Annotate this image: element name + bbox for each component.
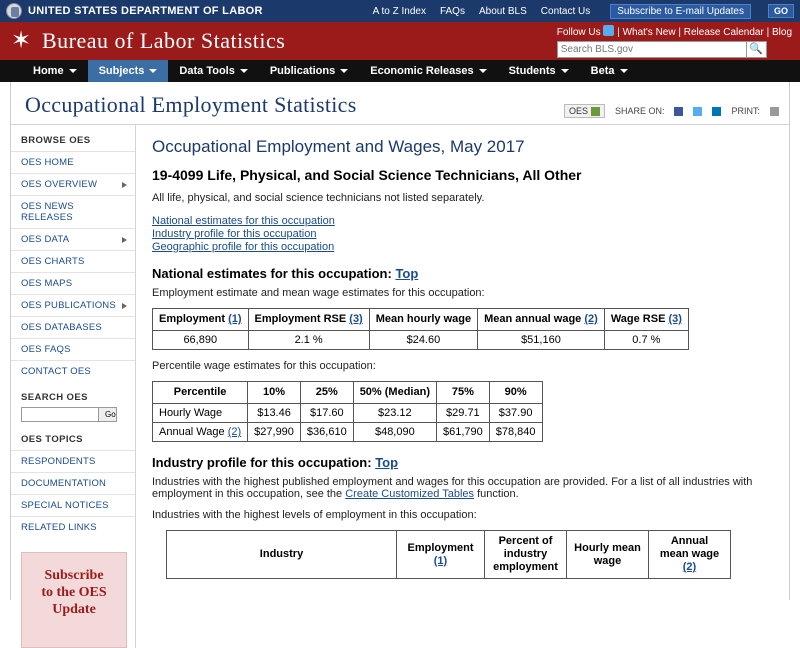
twitter-share-icon[interactable] xyxy=(693,107,702,116)
nav-item-beta[interactable] xyxy=(580,60,639,82)
facebook-icon[interactable] xyxy=(674,107,683,116)
cell-mean-annual-wage: $51,160 xyxy=(478,331,605,350)
sidebar-item-label: OES HOME xyxy=(21,157,74,168)
cell-hourly-p10: $13.46 xyxy=(248,404,301,423)
nav-item-publications[interactable] xyxy=(259,60,359,82)
link-release-calendar[interactable]: Release Calendar xyxy=(683,26,764,38)
occupation-description: All life, physical, and social science technicians not listed separately. xyxy=(152,192,485,204)
bls-header xyxy=(0,22,800,60)
cell-hourly-wage-label: Hourly Wage xyxy=(153,404,248,423)
link-whats-new[interactable]: What's New xyxy=(622,26,676,38)
promo-line-1: Subscribe xyxy=(44,568,104,583)
quick-links xyxy=(152,215,775,253)
cell-label-text: Annual Wage xyxy=(159,426,225,438)
cell-annual-p50: $48,090 xyxy=(353,423,436,442)
main-content xyxy=(136,125,789,648)
footnote-link[interactable]: (1) xyxy=(433,554,448,567)
sidebar-item-label: SPECIAL NOTICES xyxy=(21,500,109,511)
print-label: PRINT: xyxy=(731,106,760,116)
nav-label: Economic Releases xyxy=(370,65,474,77)
sidebar-item-label: OES PUBLICATIONS xyxy=(21,300,116,311)
link-industry-profile[interactable]: Industry profile for this occupation xyxy=(152,228,317,240)
nav-label: Publications xyxy=(269,65,336,77)
promo-line-2: to the OES xyxy=(41,585,107,600)
nav-item-students[interactable] xyxy=(498,60,580,82)
share-label: SHARE ON: xyxy=(614,106,665,116)
sidebar-search xyxy=(11,407,135,430)
cell-hourly-p50: $23.12 xyxy=(353,404,436,423)
sidebar-item-oes-home[interactable] xyxy=(11,151,135,173)
link-geographic-profile[interactable]: Geographic profile for this occupation xyxy=(152,241,335,253)
site-search xyxy=(557,41,792,58)
chevron-right-icon xyxy=(122,303,127,309)
cell-annual-p10: $27,990 xyxy=(248,423,301,442)
table-header-row xyxy=(167,531,731,579)
sidebar-item-oes-faqs[interactable] xyxy=(11,338,135,360)
oes-badge[interactable] xyxy=(564,104,605,118)
oes-badge-label: OES xyxy=(568,106,588,116)
sidebar-item-respondents[interactable] xyxy=(11,450,135,472)
link-top-industry[interactable]: Top xyxy=(375,455,399,470)
th-label: Employment xyxy=(407,541,474,554)
nav-label: Data Tools xyxy=(179,65,235,77)
footnote-link[interactable]: (3) xyxy=(349,313,363,325)
industry-profile-heading-text: Industry profile for this occupation: xyxy=(152,455,372,470)
main-navigation xyxy=(0,60,800,82)
cell-employment: 66,890 xyxy=(153,331,249,350)
footnote-link[interactable]: (2) xyxy=(682,561,697,573)
th-label: Mean hourly wage xyxy=(375,313,472,325)
table-row xyxy=(153,404,543,423)
sidebar-item-oes-maps[interactable] xyxy=(11,272,135,294)
page-tools xyxy=(564,104,779,118)
th-wage-rse xyxy=(604,309,688,331)
dol-top-bar xyxy=(0,0,800,22)
subscribe-promo[interactable] xyxy=(21,552,127,648)
sidebar-item-label: OES DATA xyxy=(21,234,70,245)
cell-annual-wage-label xyxy=(153,423,248,442)
bls-agency-name: Bureau of Labor Statistics xyxy=(42,28,286,53)
sidebar-browse-heading: BROWSE OES xyxy=(21,135,91,146)
th-label: Annual mean wage xyxy=(659,535,720,560)
th-label: Mean annual wage xyxy=(484,313,582,325)
link-create-customized-tables[interactable]: Create Customized Tables xyxy=(345,488,475,500)
th-label: Wage RSE xyxy=(610,313,666,325)
sidebar-item-oes-charts[interactable] xyxy=(11,250,135,272)
sidebar-item-oes-databases[interactable] xyxy=(11,316,135,338)
footnote-link[interactable]: (3) xyxy=(668,313,682,325)
page-container xyxy=(10,82,790,617)
sidebar-item-label: CONTACT OES xyxy=(21,366,91,377)
chevron-down-icon xyxy=(69,69,77,73)
nav-item-economic-releases[interactable] xyxy=(359,60,497,82)
sidebar-search-go-button[interactable]: Go xyxy=(99,407,117,422)
industry-note xyxy=(152,476,775,500)
chevron-down-icon xyxy=(240,69,248,73)
main-heading: Occupational Employment and Wages, May 2017 xyxy=(152,137,525,156)
link-a-to-z-index[interactable]: A to Z Index xyxy=(372,5,426,17)
chevron-right-icon xyxy=(122,237,127,243)
sidebar-item-label: OES DATABASES xyxy=(21,322,102,333)
th-label: Employment xyxy=(159,313,226,325)
th-label: Employment RSE xyxy=(254,313,347,325)
dol-seal-icon xyxy=(6,3,22,19)
th-percent-of-industry-employment: Percent of industry employment xyxy=(485,531,567,579)
cell-employment-rse: 2.1 % xyxy=(248,331,369,350)
dol-title: UNITED STATES DEPARTMENT OF LABOR xyxy=(28,5,263,17)
email-go-button[interactable]: GO xyxy=(768,4,794,18)
cell-hourly-p75: $29.71 xyxy=(436,404,489,423)
cell-mean-hourly-wage: $24.60 xyxy=(369,331,477,350)
cell-annual-p25: $36,610 xyxy=(300,423,353,442)
sidebar-item-oes-publications[interactable] xyxy=(11,294,135,316)
body-wrapper xyxy=(11,125,789,648)
sidebar xyxy=(11,125,136,648)
search-icon[interactable]: 🔍 xyxy=(747,41,767,58)
chevron-down-icon xyxy=(561,69,569,73)
footnote-link[interactable]: (2) xyxy=(584,313,598,325)
th-employment-rse xyxy=(248,309,369,331)
chevron-right-icon xyxy=(122,182,127,188)
chevron-down-icon xyxy=(149,69,157,73)
link-about-bls[interactable]: About BLS xyxy=(478,5,527,17)
sidebar-item-label: OES OVERVIEW xyxy=(21,179,98,190)
th-p90: 90% xyxy=(489,382,542,404)
sidebar-topics-heading: OES TOPICS xyxy=(21,434,83,445)
nav-label: Beta xyxy=(590,65,615,77)
footnote-link[interactable]: (2) xyxy=(227,426,242,438)
sidebar-item-documentation[interactable] xyxy=(11,472,135,494)
printer-icon[interactable] xyxy=(770,107,779,116)
link-national-estimates[interactable]: National estimates for this occupation xyxy=(152,215,335,227)
sidebar-item-label: RESPONDENTS xyxy=(21,456,96,467)
sidebar-item-oes-overview[interactable] xyxy=(11,173,135,195)
percentile-note: Percentile wage estimates for this occupation: xyxy=(152,360,376,372)
sidebar-item-label: DOCUMENTATION xyxy=(21,478,107,489)
table-row xyxy=(153,331,689,350)
th-annual-mean-wage xyxy=(649,531,731,579)
sidebar-search-input[interactable] xyxy=(21,407,99,422)
linkedin-icon[interactable] xyxy=(712,107,721,116)
chevron-down-icon xyxy=(479,69,487,73)
nav-item-data-tools[interactable] xyxy=(168,60,258,82)
th-mean-hourly-wage xyxy=(369,309,477,331)
percentile-wage-table xyxy=(152,381,543,442)
table-header-row xyxy=(153,382,543,404)
sidebar-item-label: RELATED LINKS xyxy=(21,522,97,533)
sidebar-item-special-notices[interactable] xyxy=(11,494,135,516)
nav-label: Students xyxy=(508,65,556,77)
th-p75: 75% xyxy=(436,382,489,404)
sidebar-item-label: OES NEWS RELEASES xyxy=(21,201,74,223)
th-p50-median: 50% (Median) xyxy=(353,382,436,404)
chevron-down-icon xyxy=(340,69,348,73)
link-top-national[interactable]: Top xyxy=(395,266,419,281)
th-percentile: Percentile xyxy=(153,382,248,404)
bls-star-icon: ✶ xyxy=(10,27,32,54)
th-hourly-mean-wage: Hourly mean wage xyxy=(567,531,649,579)
cell-annual-p90: $78,840 xyxy=(489,423,542,442)
industry-note-text-a: Industries with the highest published employment and wages for this occupation are provided. For a list of all industries with employment in this occupation, see the xyxy=(152,476,753,500)
national-estimates-heading-text: National estimates for this occupation: xyxy=(152,266,392,281)
th-p25: 25% xyxy=(300,382,353,404)
national-note: Employment estimate and mean wage estimates for this occupation: xyxy=(152,287,485,299)
th-industry: Industry xyxy=(167,531,397,579)
table-header-row xyxy=(153,309,689,331)
th-mean-annual-wage xyxy=(478,309,605,331)
th-employment xyxy=(153,309,249,331)
industry-employment-table xyxy=(166,530,731,579)
link-contact-us[interactable]: Contact Us xyxy=(540,5,591,17)
nav-label: Subjects xyxy=(98,65,145,77)
dol-utility-links xyxy=(373,4,794,19)
sidebar-search-heading: SEARCH OES xyxy=(21,392,88,403)
cell-hourly-p90: $37.90 xyxy=(489,404,542,423)
sidebar-item-label: OES MAPS xyxy=(21,278,73,289)
cell-hourly-p25: $17.60 xyxy=(300,404,353,423)
nav-label: Home xyxy=(33,65,64,77)
industry-note-text-b: function. xyxy=(474,488,519,500)
industry-profile-heading xyxy=(152,455,775,470)
table-row xyxy=(153,423,543,442)
site-search-input[interactable] xyxy=(557,41,747,58)
cell-wage-rse: 0.7 % xyxy=(604,331,688,350)
rss-icon xyxy=(591,107,600,116)
th-p10: 10% xyxy=(248,382,301,404)
follow-label: Follow Us xyxy=(556,26,601,38)
subscribe-email-button[interactable]: Subscribe to E-mail Updates xyxy=(610,4,751,19)
sidebar-item-label: OES FAQS xyxy=(21,344,71,355)
sidebar-item-label: OES CHARTS xyxy=(21,256,85,267)
industry-sub-note: Industries with the highest levels of employment in this occupation: xyxy=(152,509,477,521)
promo-line-3: Update xyxy=(52,602,96,617)
occupation-heading: 19-4099 Life, Physical, and Social Science Technicians, All Other xyxy=(152,167,582,183)
nav-item-subjects[interactable] xyxy=(88,60,169,82)
sidebar-item-oes-data[interactable] xyxy=(11,228,135,250)
national-estimates-heading xyxy=(152,266,775,281)
link-blog[interactable]: Blog xyxy=(771,26,792,38)
sidebar-item-oes-news-releases[interactable] xyxy=(11,195,135,228)
th-industry-employment xyxy=(397,531,485,579)
sidebar-item-contact-oes[interactable] xyxy=(11,360,135,382)
link-faqs[interactable]: FAQs xyxy=(439,5,465,17)
page-title-row xyxy=(11,82,789,125)
follow-row: Follow Us | What's New | Release Calendar | Blog xyxy=(556,26,792,38)
cell-annual-p75: $61,790 xyxy=(436,423,489,442)
sidebar-item-related-links[interactable] xyxy=(11,516,135,538)
header-right xyxy=(557,25,792,58)
footnote-link[interactable]: (1) xyxy=(228,313,242,325)
nav-item-home[interactable] xyxy=(22,60,88,82)
twitter-icon[interactable] xyxy=(603,25,614,36)
chevron-down-icon xyxy=(620,69,628,73)
national-estimates-table xyxy=(152,308,689,350)
page-title: Occupational Employment Statistics xyxy=(25,92,357,117)
